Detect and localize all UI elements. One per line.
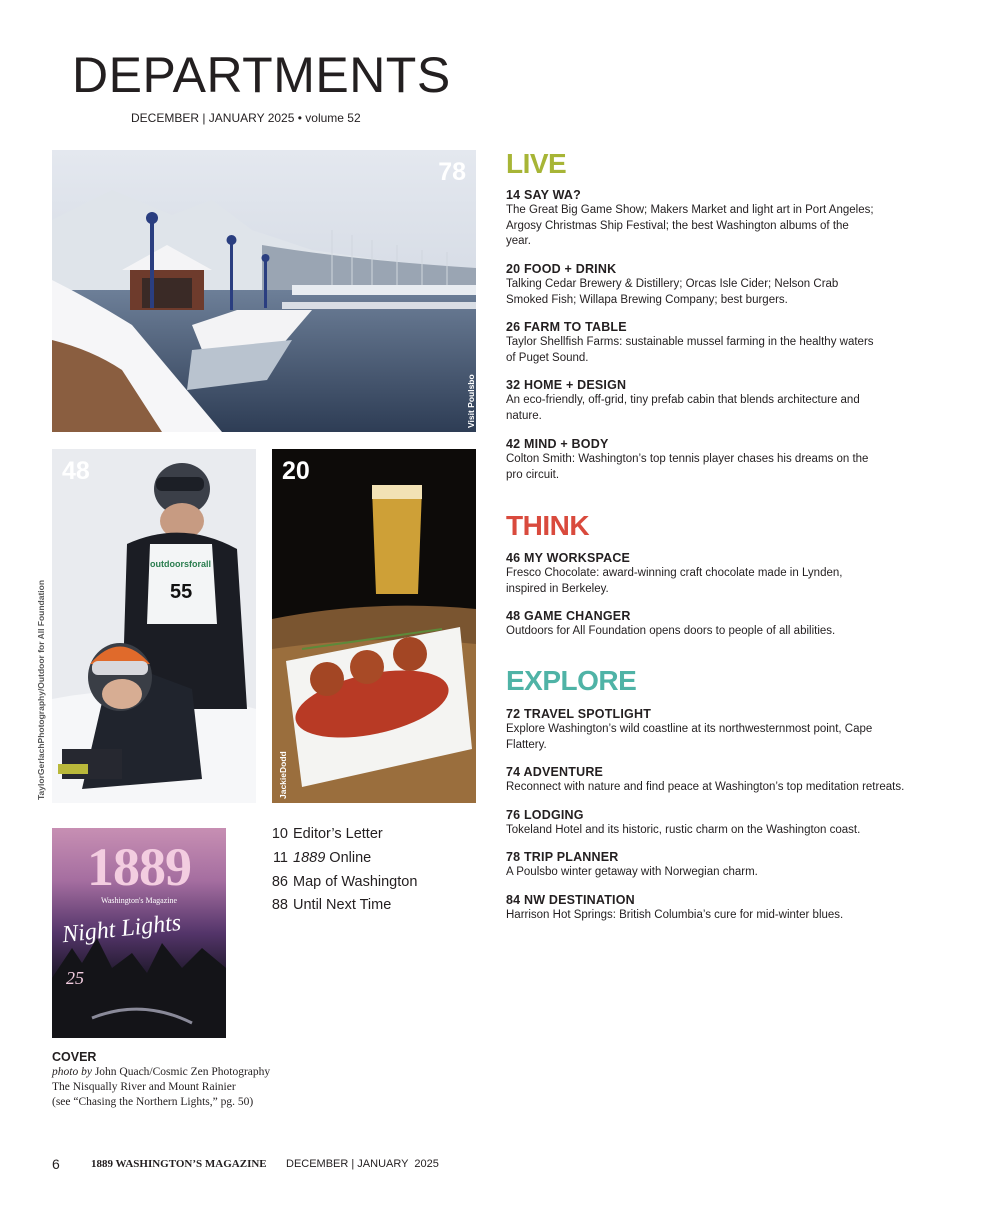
cover-tagline: Washington's Magazine xyxy=(100,896,178,905)
cover-credit: John Quach/Cosmic Zen Photography xyxy=(91,1066,271,1078)
food-photo xyxy=(272,449,476,803)
skier-illustration xyxy=(52,449,256,803)
cover-caption xyxy=(52,1050,270,1110)
page-number-badge: 20 xyxy=(282,457,310,485)
misc-label: Online xyxy=(325,850,372,866)
toc-entry-desc: Fresco Chocolate: award-winning craft chocolate made in Lynden, inspired in Berkeley. xyxy=(506,567,843,595)
misc-label: Map of Washington xyxy=(293,874,418,890)
toc-entry-head: 78 TRIP PLANNER xyxy=(506,850,619,864)
misc-page-number: 88 xyxy=(271,897,288,913)
toc-entry[interactable] xyxy=(506,893,946,924)
misc-item[interactable] xyxy=(268,874,417,890)
toc-entry-head: 72 TRAVEL SPOTLIGHT xyxy=(506,707,652,721)
toc-entry-head: 26 FARM TO TABLE xyxy=(506,320,627,334)
toc-entry-desc: An eco-friendly, off-grid, tiny prefab cabin that blends architecture and nature. xyxy=(506,394,860,422)
footer-brand: 1889 WASHINGTON’S MAGAZINE xyxy=(91,1158,267,1170)
misc-item[interactable] xyxy=(268,897,391,913)
toc-entry-desc: Outdoors for All Foundation opens doors to people of all abilities. xyxy=(506,625,836,637)
toc-entry[interactable] xyxy=(506,551,876,597)
issue-subtitle: DECEMBER | JANUARY 2025 • volume 52 xyxy=(131,111,361,125)
page-title: DEPARTMENTS xyxy=(72,47,451,103)
cover-caption-line: (see “Chasing the Northern Lights,” pg. 50) xyxy=(52,1096,254,1108)
photo-credit: Visit Poulsbo xyxy=(466,374,476,428)
food-illustration xyxy=(272,449,476,803)
toc-entry[interactable] xyxy=(506,808,946,839)
toc-entry-head: 14 SAY WA? xyxy=(506,188,581,202)
marina-photo xyxy=(52,150,476,432)
cover-masthead: 1889 xyxy=(87,837,191,897)
toc-entry-head: 84 NW DESTINATION xyxy=(506,893,635,907)
misc-page-number: 86 xyxy=(271,874,288,890)
cover-landscape xyxy=(52,828,226,1038)
toc-entry-head: 32 HOME + DESIGN xyxy=(506,378,627,392)
toc-entry-desc: Harrison Hot Springs: British Columbia’s cure for mid-winter blues. xyxy=(506,909,844,921)
toc-entry-head: 46 MY WORKSPACE xyxy=(506,551,631,565)
toc-entry-head: 76 LODGING xyxy=(506,808,584,822)
section-heading-think: THINK xyxy=(506,510,590,541)
toc-entry[interactable] xyxy=(506,188,876,250)
toc-entry-desc: Taylor Shellfish Farms: sustainable mussel farming in the healthy waters of Puget Sound. xyxy=(506,336,874,364)
misc-label: Until Next Time xyxy=(293,897,392,913)
section-heading-live: LIVE xyxy=(506,148,567,179)
toc-entry[interactable] xyxy=(506,378,876,424)
toc-entry[interactable] xyxy=(506,262,876,308)
misc-label-italic: 1889 xyxy=(293,850,326,866)
misc-label: Editor’s Letter xyxy=(293,826,383,842)
toc-entry-desc: Tokeland Hotel and its historic, rustic charm on the Washington coast. xyxy=(506,824,861,836)
toc-entry[interactable] xyxy=(506,609,876,640)
cover-big-number: 25 xyxy=(66,968,84,988)
photo-credit: TaylorGerlachPhotography/Outdoor for All Foundation xyxy=(36,579,46,800)
toc-entry[interactable] xyxy=(506,437,876,483)
toc-entry-desc: A Poulsbo winter getaway with Norwegian charm. xyxy=(506,866,758,878)
toc-entry-desc: Colton Smith: Washington’s top tennis player chases his dreams on the pro circuit. xyxy=(506,453,869,481)
toc-entry-desc: Explore Washington’s wild coastline at its northwesternmost point, Cape Flattery. xyxy=(506,723,873,751)
magazine-cover xyxy=(52,828,226,1038)
marina-illustration xyxy=(52,150,476,432)
cover-caption-line: The Nisqually River and Mount Rainier xyxy=(52,1081,236,1093)
misc-page-number: 10 xyxy=(271,826,288,842)
toc-entry-desc: Reconnect with nature and find peace at Washington’s top meditation retreats. xyxy=(506,781,905,793)
toc-entry[interactable] xyxy=(506,707,876,753)
skier-photo xyxy=(52,449,256,803)
toc-entry-head: 42 MIND + BODY xyxy=(506,437,609,451)
cover-photo-by: photo by xyxy=(52,1066,92,1078)
toc-entry-desc: Talking Cedar Brewery & Distillery; Orcas Isle Cider; Nelson Crab Smoked Fish; Willapa Brewing Company; best burgers. xyxy=(506,278,839,306)
race-bib-number: 55 xyxy=(170,581,193,603)
toc-entry-head: 74 ADVENTURE xyxy=(506,765,604,779)
footer-issue: DECEMBER | JANUARY 2025 xyxy=(286,1158,439,1170)
misc-item[interactable] xyxy=(268,850,371,866)
toc-entry-desc: The Great Big Game Show; Makers Market and light art in Port Angeles; Argosy Christmas Ship Festival; the best Washington albums of the year. xyxy=(506,204,874,247)
toc-entry[interactable] xyxy=(506,765,946,796)
page-number-badge: 78 xyxy=(438,158,466,186)
toc-entry-head: 20 FOOD + DRINK xyxy=(506,262,617,276)
vest-logo: outdoorsforall xyxy=(150,559,211,569)
toc-entry[interactable] xyxy=(506,850,876,881)
page-number-badge: 48 xyxy=(62,457,90,485)
toc-entry[interactable] xyxy=(506,320,876,366)
footer-page-number: 6 xyxy=(52,1156,60,1172)
cover-caption-title: COVER xyxy=(52,1050,97,1064)
cover-headline: Night Lights xyxy=(60,909,183,949)
misc-page-number: 11 xyxy=(272,850,288,866)
toc-entry-head: 48 GAME CHANGER xyxy=(506,609,631,623)
section-heading-explore: EXPLORE xyxy=(506,665,637,696)
photo-credit: JackieDodd xyxy=(278,751,288,799)
misc-item[interactable] xyxy=(268,826,383,842)
